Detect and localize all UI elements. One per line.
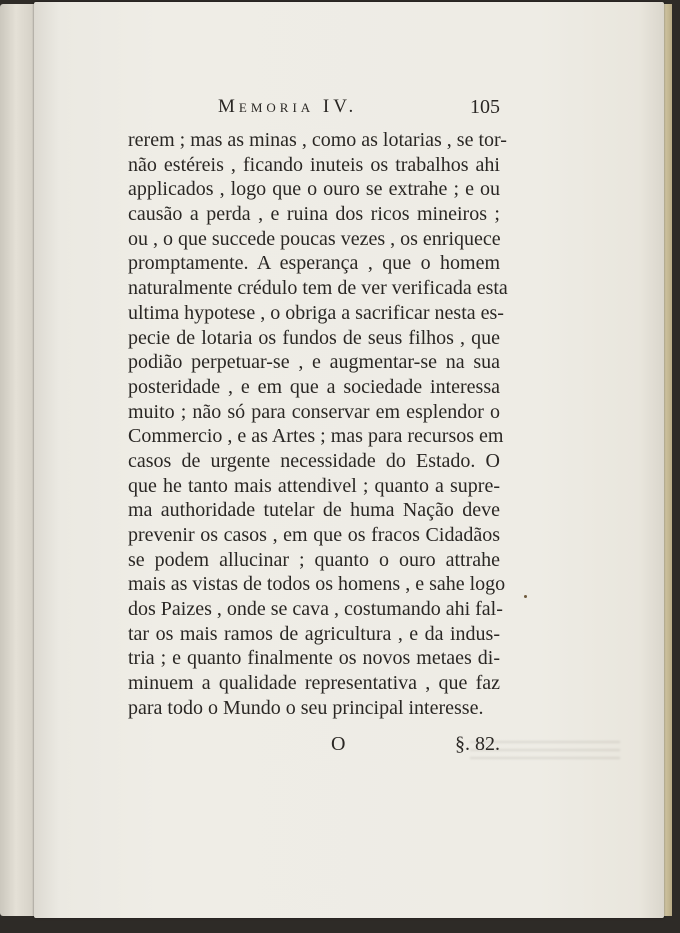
page-header [128,96,500,122]
text-line: promptamente. A esperança , que o homem [128,252,500,275]
running-title: Memoria IV. [218,96,358,117]
text-line: dos Paizes , onde se cava , costumando ahi fal- [128,598,503,621]
text-line: ultima hypotese , o obriga a sacrificar nesta es- [128,301,504,324]
text-line: casos de urgente necessidade do Estado. O [128,449,500,472]
text-line: minuem a qualidade representativa , que faz [128,672,500,695]
text-line: naturalmente crédulo tem de ver verificada esta [128,277,508,300]
text-line: tria ; e quanto finalmente os novos metaes di- [128,647,500,670]
text-line: rerem ; mas as minas , como as lotarias , se tor- [128,129,507,151]
body-text [128,128,508,721]
text-line: posteridade , e em que a sociedade interessa [128,375,500,398]
text-line: mais as vistas de todos os homens , e sahe logo [128,573,506,596]
text-line: pecie de lotaria os fundos de seus filhos , que [128,326,500,349]
text-line: não estéreis , ficando inuteis os trabalhos ahi [128,153,500,176]
text-line: podião perpetuar-se , e augmentar-se na sua [128,351,500,374]
text-line: ou , o que succede poucas vezes , os enriquece [128,227,501,250]
text-line: Commercio , e as Artes ; mas para recursos em [128,425,504,448]
page-number: 105 [470,96,500,118]
text-line: para todo o Mundo o seu principal interesse. [128,696,484,719]
page-footer [128,733,500,759]
catchword: O [331,733,346,755]
text-line: ma authoridade tutelar de huma Nação deve [128,499,500,522]
text-line: prevenir os casos , em que os fracos Cidadãos [128,524,500,546]
text-line: tar os mais ramos de agricultura , e da indus- [128,622,500,645]
text-line: que he tanto mais attendivel ; quanto a supre- [128,474,500,497]
text-line: muito ; não só para conservar em esplendor o [128,400,500,423]
text-line: se podem allucinar ; quanto o ouro attrahe [128,548,500,571]
text-line: causão a perda , e ruina dos ricos mineiros ; [128,203,500,226]
paper-speck [524,595,527,598]
next-section-mark: §. 82. [455,733,500,755]
text-line: applicados , logo que o ouro se extrahe ; e ou [128,178,500,201]
